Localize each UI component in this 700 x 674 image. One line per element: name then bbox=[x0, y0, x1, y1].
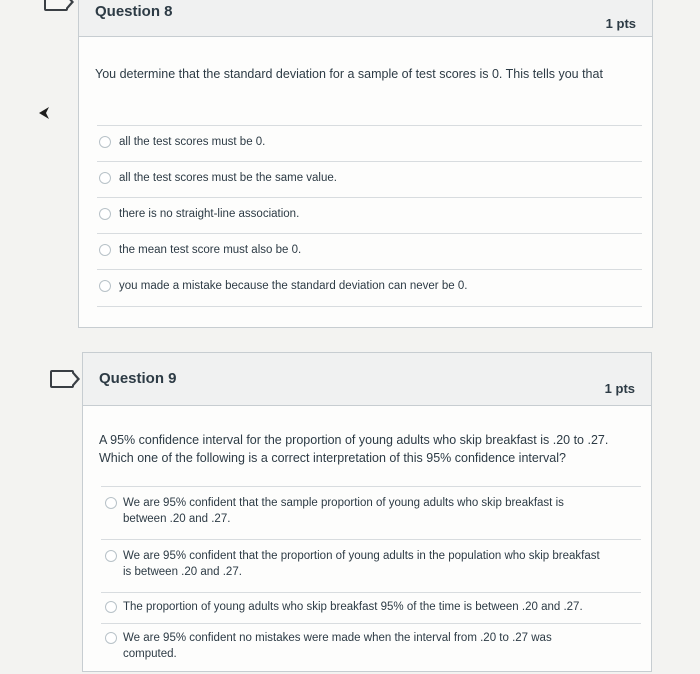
radio-button[interactable] bbox=[105, 497, 117, 509]
answer-label: We are 95% confident that the proportion of young adults in the population who skip breakfast is between .20 and .27. bbox=[123, 550, 600, 578]
radio-button[interactable] bbox=[99, 244, 111, 256]
flag-question-9-icon[interactable] bbox=[50, 370, 74, 388]
answer-option[interactable] bbox=[97, 269, 642, 307]
question-9-header bbox=[83, 353, 651, 406]
question-9-card bbox=[82, 352, 652, 672]
radio-button[interactable] bbox=[99, 172, 111, 184]
question-8-card bbox=[78, 0, 653, 328]
answer-option[interactable] bbox=[97, 161, 642, 196]
question-9-points: 1 pts bbox=[604, 381, 635, 396]
answer-label: We are 95% confident that the sample proportion of young adults who skip breakfast is between .20 and .27. bbox=[123, 497, 564, 525]
answer-label: all the test scores must be the same value. bbox=[119, 172, 337, 184]
radio-button[interactable] bbox=[105, 632, 117, 644]
answer-label: We are 95% confident no mistakes were made when the interval from .20 to .27 was computed. bbox=[123, 632, 552, 660]
answer-label: there is no straight-line association. bbox=[119, 208, 300, 220]
radio-button[interactable] bbox=[99, 280, 111, 292]
radio-button[interactable] bbox=[99, 136, 111, 148]
question-8-points: 1 pts bbox=[605, 16, 636, 31]
question-8-header bbox=[79, 0, 652, 37]
mouse-cursor-icon bbox=[38, 106, 50, 120]
answer-option[interactable] bbox=[97, 233, 642, 268]
answer-label: all the test scores must be 0. bbox=[119, 136, 266, 148]
answer-option[interactable] bbox=[97, 125, 642, 160]
answer-label: The proportion of young adults who skip breakfast 95% of the time is between .20 and .27. bbox=[123, 601, 583, 613]
question-8-title: Question 8 bbox=[95, 3, 173, 20]
question-8-text: You determine that the standard deviation for a sample of test scores is 0. This tells you that bbox=[95, 67, 603, 81]
answer-option[interactable] bbox=[101, 623, 641, 674]
question-9-text: A 95% confidence interval for the proportion of young adults who skip breakfast is .20 to .27. Which one of the following is a correct interpretation of this 95% confidence interval? bbox=[99, 433, 609, 465]
answer-option[interactable] bbox=[101, 486, 641, 537]
radio-button[interactable] bbox=[105, 550, 117, 562]
radio-button[interactable] bbox=[99, 208, 111, 220]
answer-label: you made a mistake because the standard deviation can never be 0. bbox=[119, 280, 468, 292]
answer-option[interactable] bbox=[101, 592, 641, 623]
answer-option[interactable] bbox=[97, 197, 642, 232]
radio-button[interactable] bbox=[105, 601, 117, 613]
question-9-title: Question 9 bbox=[99, 370, 177, 387]
answer-option[interactable] bbox=[101, 539, 641, 590]
answer-label: the mean test score must also be 0. bbox=[119, 244, 302, 256]
flag-question-8-icon[interactable] bbox=[44, 0, 68, 11]
